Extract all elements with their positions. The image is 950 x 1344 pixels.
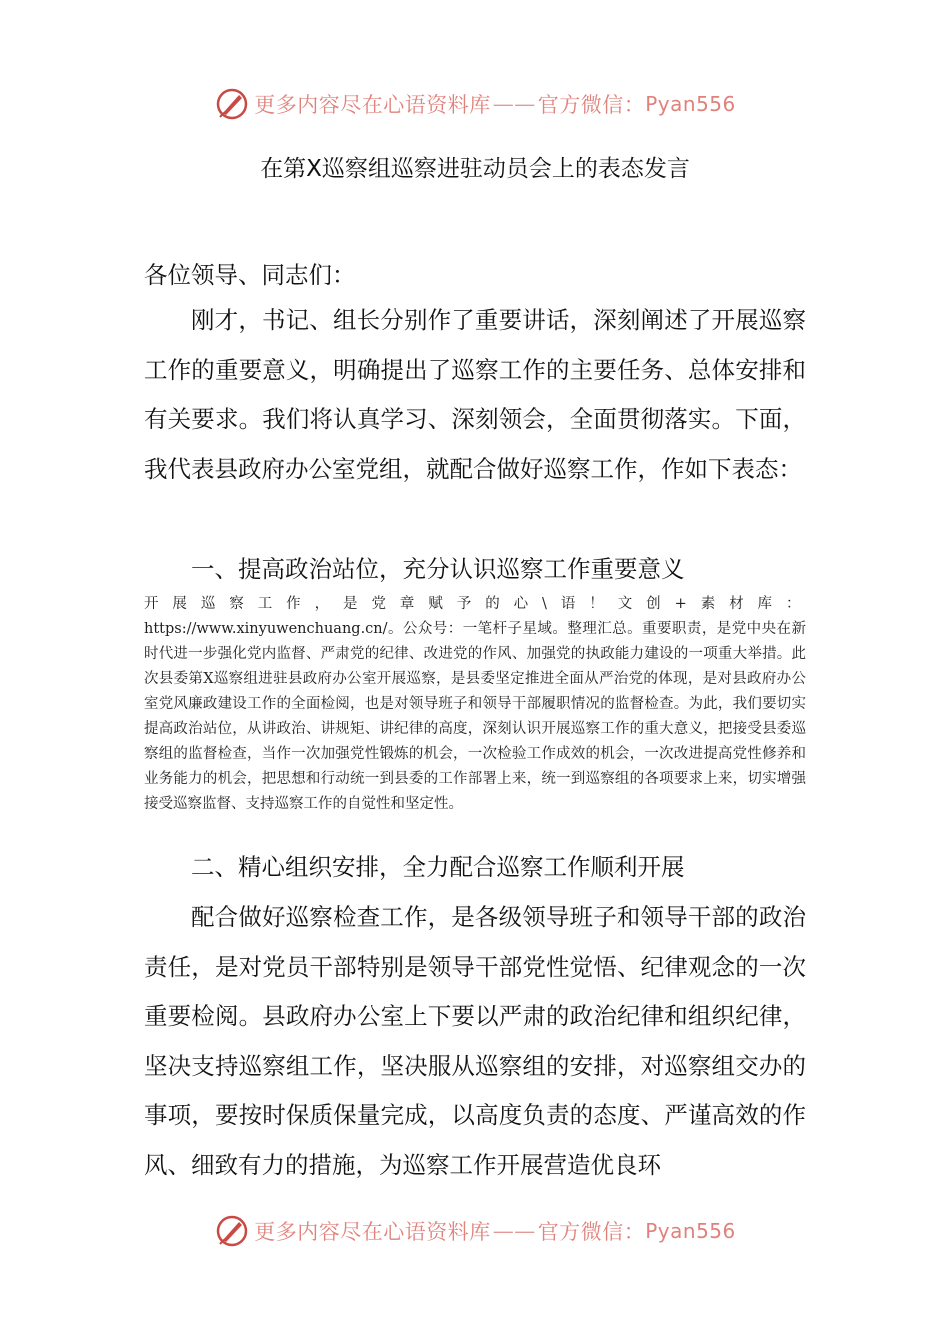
watermark-main-text: 更多内容尽在心语资料库: [254, 93, 491, 117]
section-2-heading: 二、精心组织安排，全力配合巡察工作顺利开展: [191, 853, 685, 881]
section-1-body-text: https://www.xinyuwenchuang.cn/。公众号：一笔杆子星域。整理汇总。重要职责，是党中央在新时代进一步强化党内监督、严肃党的纪律、改进党的作风、加强党的执政能力建设的一项重大举措。此次县委第Ⅹ巡察组进驻县政府办公室开展巡察，是县委坚定推进全面从严治党的体现，是对县政府办公室党风廉政建设工作的全面检阅，也是对领导班子和领导干部履职情况的监督检查。为此，我们要切实提高政治站位，从讲政治、讲规矩、讲纪律的高度，深刻认识开展巡察工作的重大意义，把接受县委巡察组的监督检查，当作一次加强党性锻炼的机会，一次检验工作成效的机会，一次改进提高党性修养和业务能力的机会，把思想和行动统一到县委的工作部署上来，统一到巡察组的各项要求上来，切实增强接受巡察监督、支持巡察工作的自觉性和坚定性。: [144, 621, 806, 812]
watermark-main-text: 更多内容尽在心语资料库: [254, 1220, 491, 1244]
intro-paragraph: 刚才，书记、组长分别作了重要讲话，深刻阐述了开展巡察工作的重要意义，明确提出了巡察工作的主要任务、总体安排和有关要求。我们将认真学习、深刻领会，全面贯彻落实。下面，我代表县政府办公室党组，就配合做好巡察工作，作如下表态：: [144, 306, 806, 483]
section-2-paragraph: 配合做好巡察检查工作，是各级领导班子和领导干部的政治责任，是对党员干部特别是领导干部党性觉悟、纪律观念的一次重要检阅。县政府办公室上下要以严肃的政治纪律和组织纪律，坚决支持巡察组工作，坚决服从巡察组的安排，对巡察组交办的事项，要按时保质保量完成，以高度负责的态度、严谨高效的作风、细致有力的措施，为巡察工作开展营造优良环: [144, 903, 806, 1179]
section-1-lead-text: 开展巡察工作，是党章赋予的心\语！文创+素材库：: [144, 596, 806, 612]
watermark-separator: ——: [492, 92, 536, 116]
section-1-body: [144, 592, 806, 817]
watermark-banner-top: [0, 82, 950, 126]
section-1-heading: 一、提高政治站位，充分认识巡察工作重要意义: [191, 555, 685, 583]
quill-logo-icon: [214, 1213, 250, 1249]
watermark-wechat-id: Pyan556: [645, 1219, 736, 1243]
salutation: 各位领导、同志们：: [144, 261, 356, 289]
watermark-wechat-label: 官方微信：: [537, 1220, 646, 1244]
quill-logo-icon: [214, 86, 250, 122]
watermark-wechat-id: Pyan556: [645, 92, 736, 116]
watermark-wechat-label: 官方微信：: [537, 93, 646, 117]
document-title: 在第Ⅹ巡察组巡察进驻动员会上的表态发言: [260, 156, 690, 182]
watermark-separator: ——: [492, 1219, 536, 1243]
watermark-banner-bottom: [0, 1209, 950, 1253]
